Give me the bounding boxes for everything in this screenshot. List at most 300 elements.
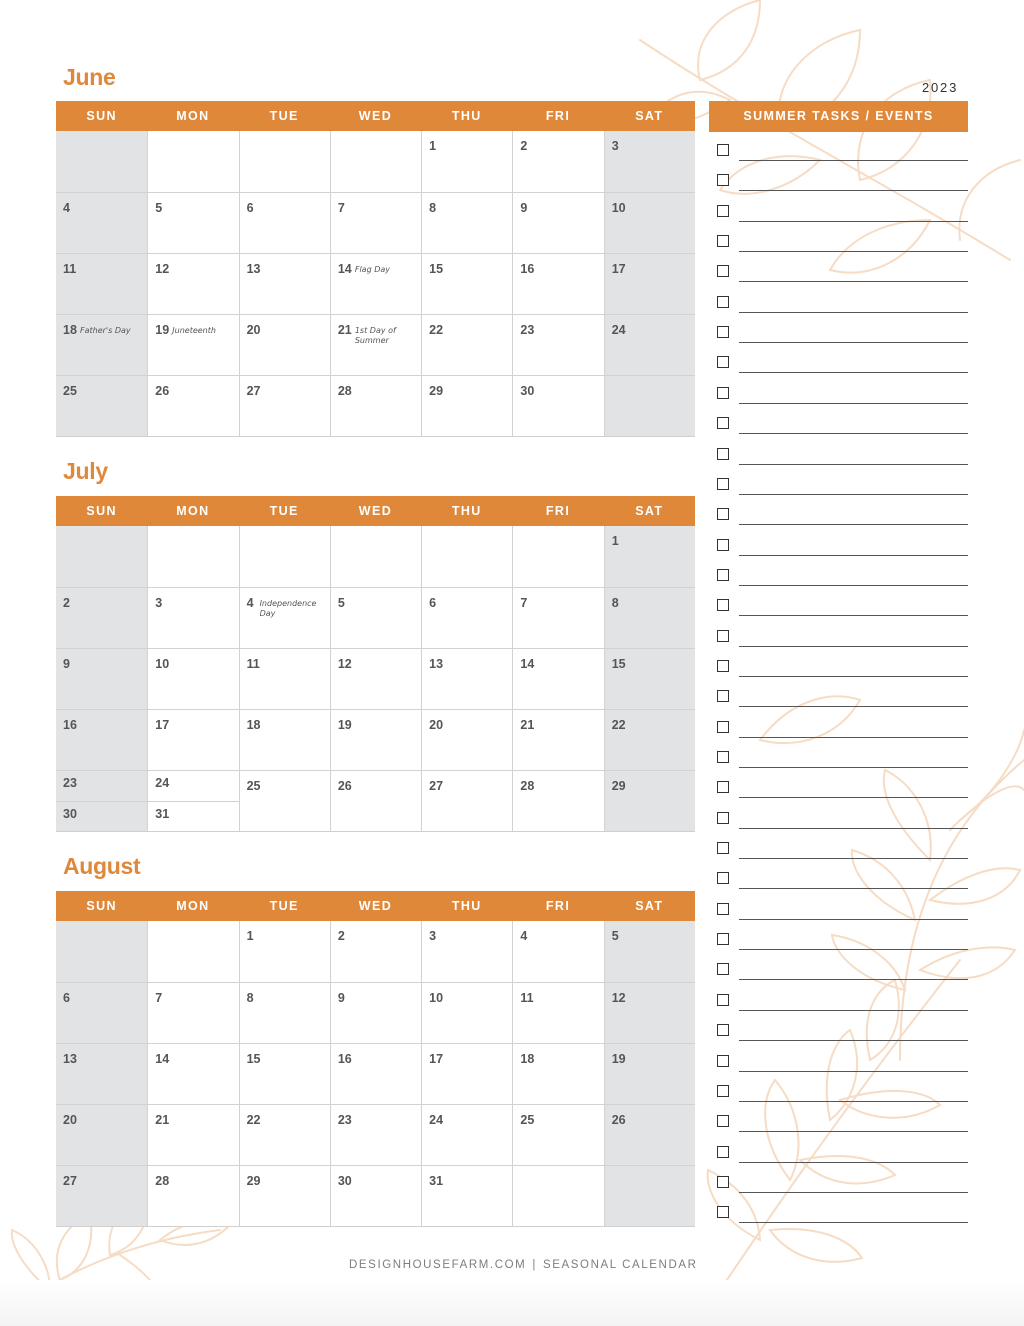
task-checkbox[interactable] (717, 174, 729, 186)
day-cell (330, 982, 421, 1043)
day-number: 24 (429, 1113, 444, 1127)
day-number: 19 (155, 323, 170, 337)
day-number: 10 (611, 201, 626, 215)
weekday-header (56, 891, 695, 921)
task-write-line (739, 1010, 968, 1011)
task-row (716, 900, 968, 920)
holiday-label: Independence Day (259, 599, 317, 618)
weekday-label-tue: TUE (269, 504, 299, 518)
day-number: 22 (429, 323, 444, 337)
task-checkbox[interactable] (717, 569, 729, 581)
task-row (716, 1143, 968, 1163)
task-write-line (739, 767, 968, 768)
weekday-label-fri: FRI (545, 109, 571, 123)
day-number: 28 (520, 779, 535, 793)
day-number: 14 (155, 1052, 170, 1066)
day-number: 23 (337, 1113, 352, 1127)
day-cell (56, 1104, 147, 1165)
empty-day-cell (330, 526, 421, 587)
task-write-line (739, 372, 968, 373)
task-write-line (739, 919, 968, 920)
day-cell (56, 648, 147, 709)
day-cell (421, 253, 512, 314)
day-cell (421, 921, 512, 982)
day-cell (512, 1043, 603, 1104)
day-cell (421, 192, 512, 253)
day-cell (56, 192, 147, 253)
weekday-label-fri: FRI (545, 899, 571, 913)
task-row (716, 445, 968, 465)
day-number: 5 (337, 596, 345, 610)
day-cell (56, 253, 147, 314)
task-checkbox[interactable] (717, 387, 729, 399)
day-number: 7 (337, 201, 345, 215)
task-row (716, 809, 968, 829)
task-checkbox[interactable] (717, 1115, 729, 1127)
task-checkbox[interactable] (717, 1146, 729, 1158)
day-cell (604, 921, 695, 982)
task-checkbox[interactable] (717, 448, 729, 460)
day-number: 5 (611, 929, 619, 943)
weekday-label-wed: WED (358, 109, 393, 123)
holiday-label: 1st Day of Summer (354, 326, 396, 345)
day-number: 3 (611, 139, 619, 153)
day-cell (56, 770, 147, 831)
task-checkbox[interactable] (717, 235, 729, 247)
day-cell (421, 1165, 512, 1226)
weekday-label-fri: FRI (545, 504, 571, 518)
day-cell (147, 192, 238, 253)
day-number: 5 (155, 201, 163, 215)
day-cell (421, 314, 512, 375)
day-cell (512, 982, 603, 1043)
day-cell (147, 982, 238, 1043)
day-number: 26 (611, 1113, 626, 1127)
weekday-label-sun: SUN (86, 899, 117, 913)
day-number: 18 (246, 718, 261, 732)
day-number: 12 (337, 657, 352, 671)
task-write-line (739, 585, 968, 586)
day-number: 24 (155, 776, 170, 790)
task-checkbox[interactable] (717, 1055, 729, 1067)
day-subcell (56, 771, 147, 801)
day-number: 30 (520, 384, 535, 398)
task-write-line (739, 949, 968, 950)
day-subcell (148, 771, 238, 801)
day-cell (239, 587, 330, 648)
task-checkbox[interactable] (717, 903, 729, 915)
task-row (716, 1203, 968, 1223)
day-cell (512, 770, 603, 831)
empty-day-cell (512, 1165, 603, 1226)
task-row (716, 596, 968, 616)
task-write-line (739, 1222, 968, 1223)
weekday-label-thu: THU (451, 899, 482, 913)
day-cell (421, 1104, 512, 1165)
weekday-label-thu: THU (451, 109, 482, 123)
day-number: 28 (155, 1174, 170, 1188)
day-cell (604, 526, 695, 587)
day-cell (604, 770, 695, 831)
day-number: 19 (337, 718, 352, 732)
day-number: 12 (611, 991, 626, 1005)
task-checkbox[interactable] (717, 599, 729, 611)
day-cell (56, 1043, 147, 1104)
task-row (716, 293, 968, 313)
task-checkbox[interactable] (717, 205, 729, 217)
task-checkbox[interactable] (717, 812, 729, 824)
day-number: 27 (246, 384, 261, 398)
day-number: 8 (429, 201, 437, 215)
day-number: 24 (611, 323, 626, 337)
task-checkbox[interactable] (717, 144, 729, 156)
task-write-line (739, 190, 968, 191)
task-row (716, 505, 968, 525)
task-row (716, 960, 968, 980)
task-row (716, 839, 968, 859)
day-number: 29 (611, 779, 626, 793)
calendar-august (56, 891, 695, 1227)
day-grid (56, 921, 695, 1227)
day-number: 30 (337, 1174, 352, 1188)
task-row (716, 1112, 968, 1132)
day-number: 9 (63, 657, 70, 671)
day-cell (604, 1104, 695, 1165)
empty-day-cell (147, 131, 238, 192)
task-write-line (739, 524, 968, 525)
day-number: 2 (63, 596, 70, 610)
day-number: 20 (429, 718, 444, 732)
task-write-line (739, 160, 968, 161)
day-subcell (148, 801, 238, 832)
day-number: 11 (520, 991, 534, 1005)
weekday-label-tue: TUE (269, 109, 299, 123)
day-number: 4 (246, 596, 254, 610)
day-number: 2 (520, 139, 528, 153)
task-row (716, 414, 968, 434)
task-write-line (739, 1040, 968, 1041)
task-row (716, 778, 968, 798)
task-write-line (739, 1071, 968, 1072)
day-number: 25 (246, 779, 261, 793)
day-number: 27 (63, 1174, 77, 1188)
day-number: 4 (63, 201, 70, 215)
day-number: 28 (337, 384, 352, 398)
day-cell (147, 1104, 238, 1165)
task-write-line (739, 342, 968, 343)
task-row (716, 991, 968, 1011)
empty-day-cell (56, 526, 147, 587)
task-write-line (739, 797, 968, 798)
day-number: 17 (155, 718, 170, 732)
day-cell (421, 1043, 512, 1104)
task-row (716, 627, 968, 647)
task-write-line (739, 706, 968, 707)
day-number: 23 (520, 323, 535, 337)
day-cell (512, 375, 603, 436)
day-cell (604, 648, 695, 709)
task-checkbox[interactable] (717, 690, 729, 702)
task-write-line (739, 221, 968, 222)
day-number: 13 (63, 1052, 77, 1066)
day-cell (330, 587, 421, 648)
day-cell (330, 1165, 421, 1226)
day-cell (330, 648, 421, 709)
task-row (716, 323, 968, 343)
weekday-label-mon: MON (176, 899, 210, 913)
day-cell (147, 709, 238, 770)
task-write-line (739, 979, 968, 980)
task-write-line (739, 858, 968, 859)
day-number: 23 (63, 776, 77, 790)
day-number: 29 (429, 384, 444, 398)
day-number: 1 (246, 929, 254, 943)
day-cell (239, 770, 330, 831)
day-cell (512, 1104, 603, 1165)
weekday-label-thu: THU (451, 504, 482, 518)
task-checkbox[interactable] (717, 356, 729, 368)
task-checkbox[interactable] (717, 781, 729, 793)
day-number: 17 (611, 262, 626, 276)
task-checkbox[interactable] (717, 1206, 729, 1218)
day-number: 25 (63, 384, 77, 398)
page-bottom-shade (0, 1280, 1024, 1326)
task-write-line (739, 433, 968, 434)
task-checkbox[interactable] (717, 1085, 729, 1097)
calendar-july (56, 496, 695, 832)
day-number: 13 (429, 657, 444, 671)
task-write-line (739, 1162, 968, 1163)
task-write-line (739, 1101, 968, 1102)
task-checkbox[interactable] (717, 508, 729, 520)
task-row (716, 1021, 968, 1041)
task-row (716, 1173, 968, 1193)
day-number: 14 (337, 262, 352, 276)
day-number: 16 (520, 262, 535, 276)
tasks-header: SUMMER TASKS / EVENTS (709, 101, 968, 132)
day-cell (239, 375, 330, 436)
day-cell (330, 192, 421, 253)
task-checkbox[interactable] (717, 1176, 729, 1188)
weekday-label-sat: SAT (635, 109, 664, 123)
task-checkbox[interactable] (717, 872, 729, 884)
footer-label: SEASONAL CALENDAR (542, 1259, 698, 1271)
task-row (716, 869, 968, 889)
task-write-line (739, 464, 968, 465)
day-cell (421, 770, 512, 831)
day-cell (239, 1043, 330, 1104)
footer-site: DESIGNHOUSEFARM.COM (349, 1259, 527, 1271)
day-number: 21 (520, 718, 535, 732)
day-number: 22 (246, 1113, 261, 1127)
day-number: 7 (520, 596, 528, 610)
day-cell (604, 1043, 695, 1104)
calendar-june (56, 101, 695, 437)
day-cell (330, 314, 421, 375)
day-number: 14 (520, 657, 535, 671)
day-number: 21 (337, 323, 352, 337)
task-checkbox[interactable] (717, 539, 729, 551)
task-write-line (739, 251, 968, 252)
day-number: 12 (155, 262, 170, 276)
task-row (716, 1082, 968, 1102)
weekday-label-sat: SAT (635, 504, 664, 518)
month-title-july: July (63, 458, 108, 484)
day-number: 30 (63, 806, 77, 821)
day-cell (512, 648, 603, 709)
weekday-label-sun: SUN (86, 109, 117, 123)
day-cell (604, 709, 695, 770)
task-checkbox[interactable] (717, 265, 729, 277)
day-cell (512, 587, 603, 648)
empty-day-cell (56, 131, 147, 192)
day-number: 27 (429, 779, 444, 793)
day-cell (147, 314, 238, 375)
task-row (716, 202, 968, 222)
task-checkbox[interactable] (717, 933, 729, 945)
day-cell (239, 921, 330, 982)
task-write-line (739, 615, 968, 616)
day-number: 26 (337, 779, 352, 793)
weekday-header (56, 496, 695, 526)
year-label: 2023 (922, 80, 959, 95)
day-cell (239, 648, 330, 709)
day-cell (147, 587, 238, 648)
day-number: 1 (611, 534, 619, 548)
day-number: 17 (429, 1052, 444, 1066)
task-checkbox[interactable] (717, 751, 729, 763)
day-cell (239, 253, 330, 314)
task-row (716, 353, 968, 373)
task-checkbox[interactable] (717, 417, 729, 429)
task-write-line (739, 676, 968, 677)
day-number: 25 (520, 1113, 535, 1127)
empty-day-cell (330, 131, 421, 192)
empty-day-cell (604, 375, 695, 436)
task-checkbox[interactable] (717, 478, 729, 490)
footer-separator: | (532, 1259, 537, 1271)
day-number: 9 (520, 201, 528, 215)
day-cell (330, 253, 421, 314)
day-cell (56, 982, 147, 1043)
task-row (716, 1052, 968, 1072)
day-cell (330, 770, 421, 831)
day-number: 26 (155, 384, 170, 398)
task-row (716, 930, 968, 950)
empty-day-cell (604, 1165, 695, 1226)
weekday-label-tue: TUE (269, 899, 299, 913)
day-number: 4 (520, 929, 528, 943)
task-write-line (739, 555, 968, 556)
task-write-line (739, 494, 968, 495)
month-title-august: August (63, 853, 141, 879)
day-cell (239, 982, 330, 1043)
day-cell (604, 192, 695, 253)
task-row (716, 687, 968, 707)
task-write-line (739, 312, 968, 313)
day-cell (512, 921, 603, 982)
task-checkbox[interactable] (717, 1024, 729, 1036)
task-checkbox[interactable] (717, 326, 729, 338)
task-checkbox[interactable] (717, 963, 729, 975)
weekday-label-sun: SUN (86, 504, 117, 518)
day-number: 8 (611, 596, 619, 610)
day-cell (421, 587, 512, 648)
day-number: 7 (155, 991, 163, 1005)
day-cell (421, 131, 512, 192)
task-write-line (739, 737, 968, 738)
task-write-line (739, 281, 968, 282)
day-number: 15 (429, 262, 444, 276)
task-row (716, 657, 968, 677)
weekday-label-mon: MON (176, 504, 210, 518)
task-checkbox[interactable] (717, 630, 729, 642)
day-cell (512, 709, 603, 770)
day-number: 10 (429, 991, 444, 1005)
empty-day-cell (239, 526, 330, 587)
day-cell (147, 648, 238, 709)
day-cell (56, 1165, 147, 1226)
day-number: 22 (611, 718, 626, 732)
day-number: 20 (63, 1113, 77, 1127)
task-row (716, 171, 968, 191)
day-number: 6 (63, 991, 70, 1005)
day-cell (330, 1043, 421, 1104)
task-write-line (739, 888, 968, 889)
day-number: 11 (246, 657, 260, 671)
day-cell (604, 314, 695, 375)
day-number: 18 (63, 323, 77, 337)
weekday-label-wed: WED (358, 899, 393, 913)
day-number: 29 (246, 1174, 261, 1188)
day-grid (56, 526, 695, 832)
task-row (716, 566, 968, 586)
task-checkbox[interactable] (717, 994, 729, 1006)
task-checkbox[interactable] (717, 660, 729, 672)
task-checkbox[interactable] (717, 842, 729, 854)
day-number: 6 (246, 201, 254, 215)
day-number: 6 (429, 596, 437, 610)
task-write-line (739, 403, 968, 404)
day-cell (421, 375, 512, 436)
holiday-label: Flag Day (354, 265, 390, 274)
day-cell (239, 192, 330, 253)
day-cell (56, 375, 147, 436)
day-cell (604, 253, 695, 314)
day-cell (56, 709, 147, 770)
day-number: 11 (63, 262, 77, 276)
day-cell (147, 253, 238, 314)
weekday-label-mon: MON (176, 109, 210, 123)
day-cell (330, 921, 421, 982)
empty-day-cell (56, 921, 147, 982)
day-number: 1 (429, 139, 437, 153)
holiday-label: Juneteenth (172, 326, 216, 335)
day-number: 13 (246, 262, 261, 276)
day-cell (147, 375, 238, 436)
task-checkbox[interactable] (717, 296, 729, 308)
day-cell (421, 648, 512, 709)
day-cell (512, 131, 603, 192)
day-cell (56, 314, 147, 375)
task-row (716, 475, 968, 495)
weekday-label-wed: WED (358, 504, 393, 518)
task-row (716, 718, 968, 738)
task-checkbox[interactable] (717, 721, 729, 733)
task-row (716, 232, 968, 252)
task-row (716, 536, 968, 556)
day-grid (56, 131, 695, 437)
